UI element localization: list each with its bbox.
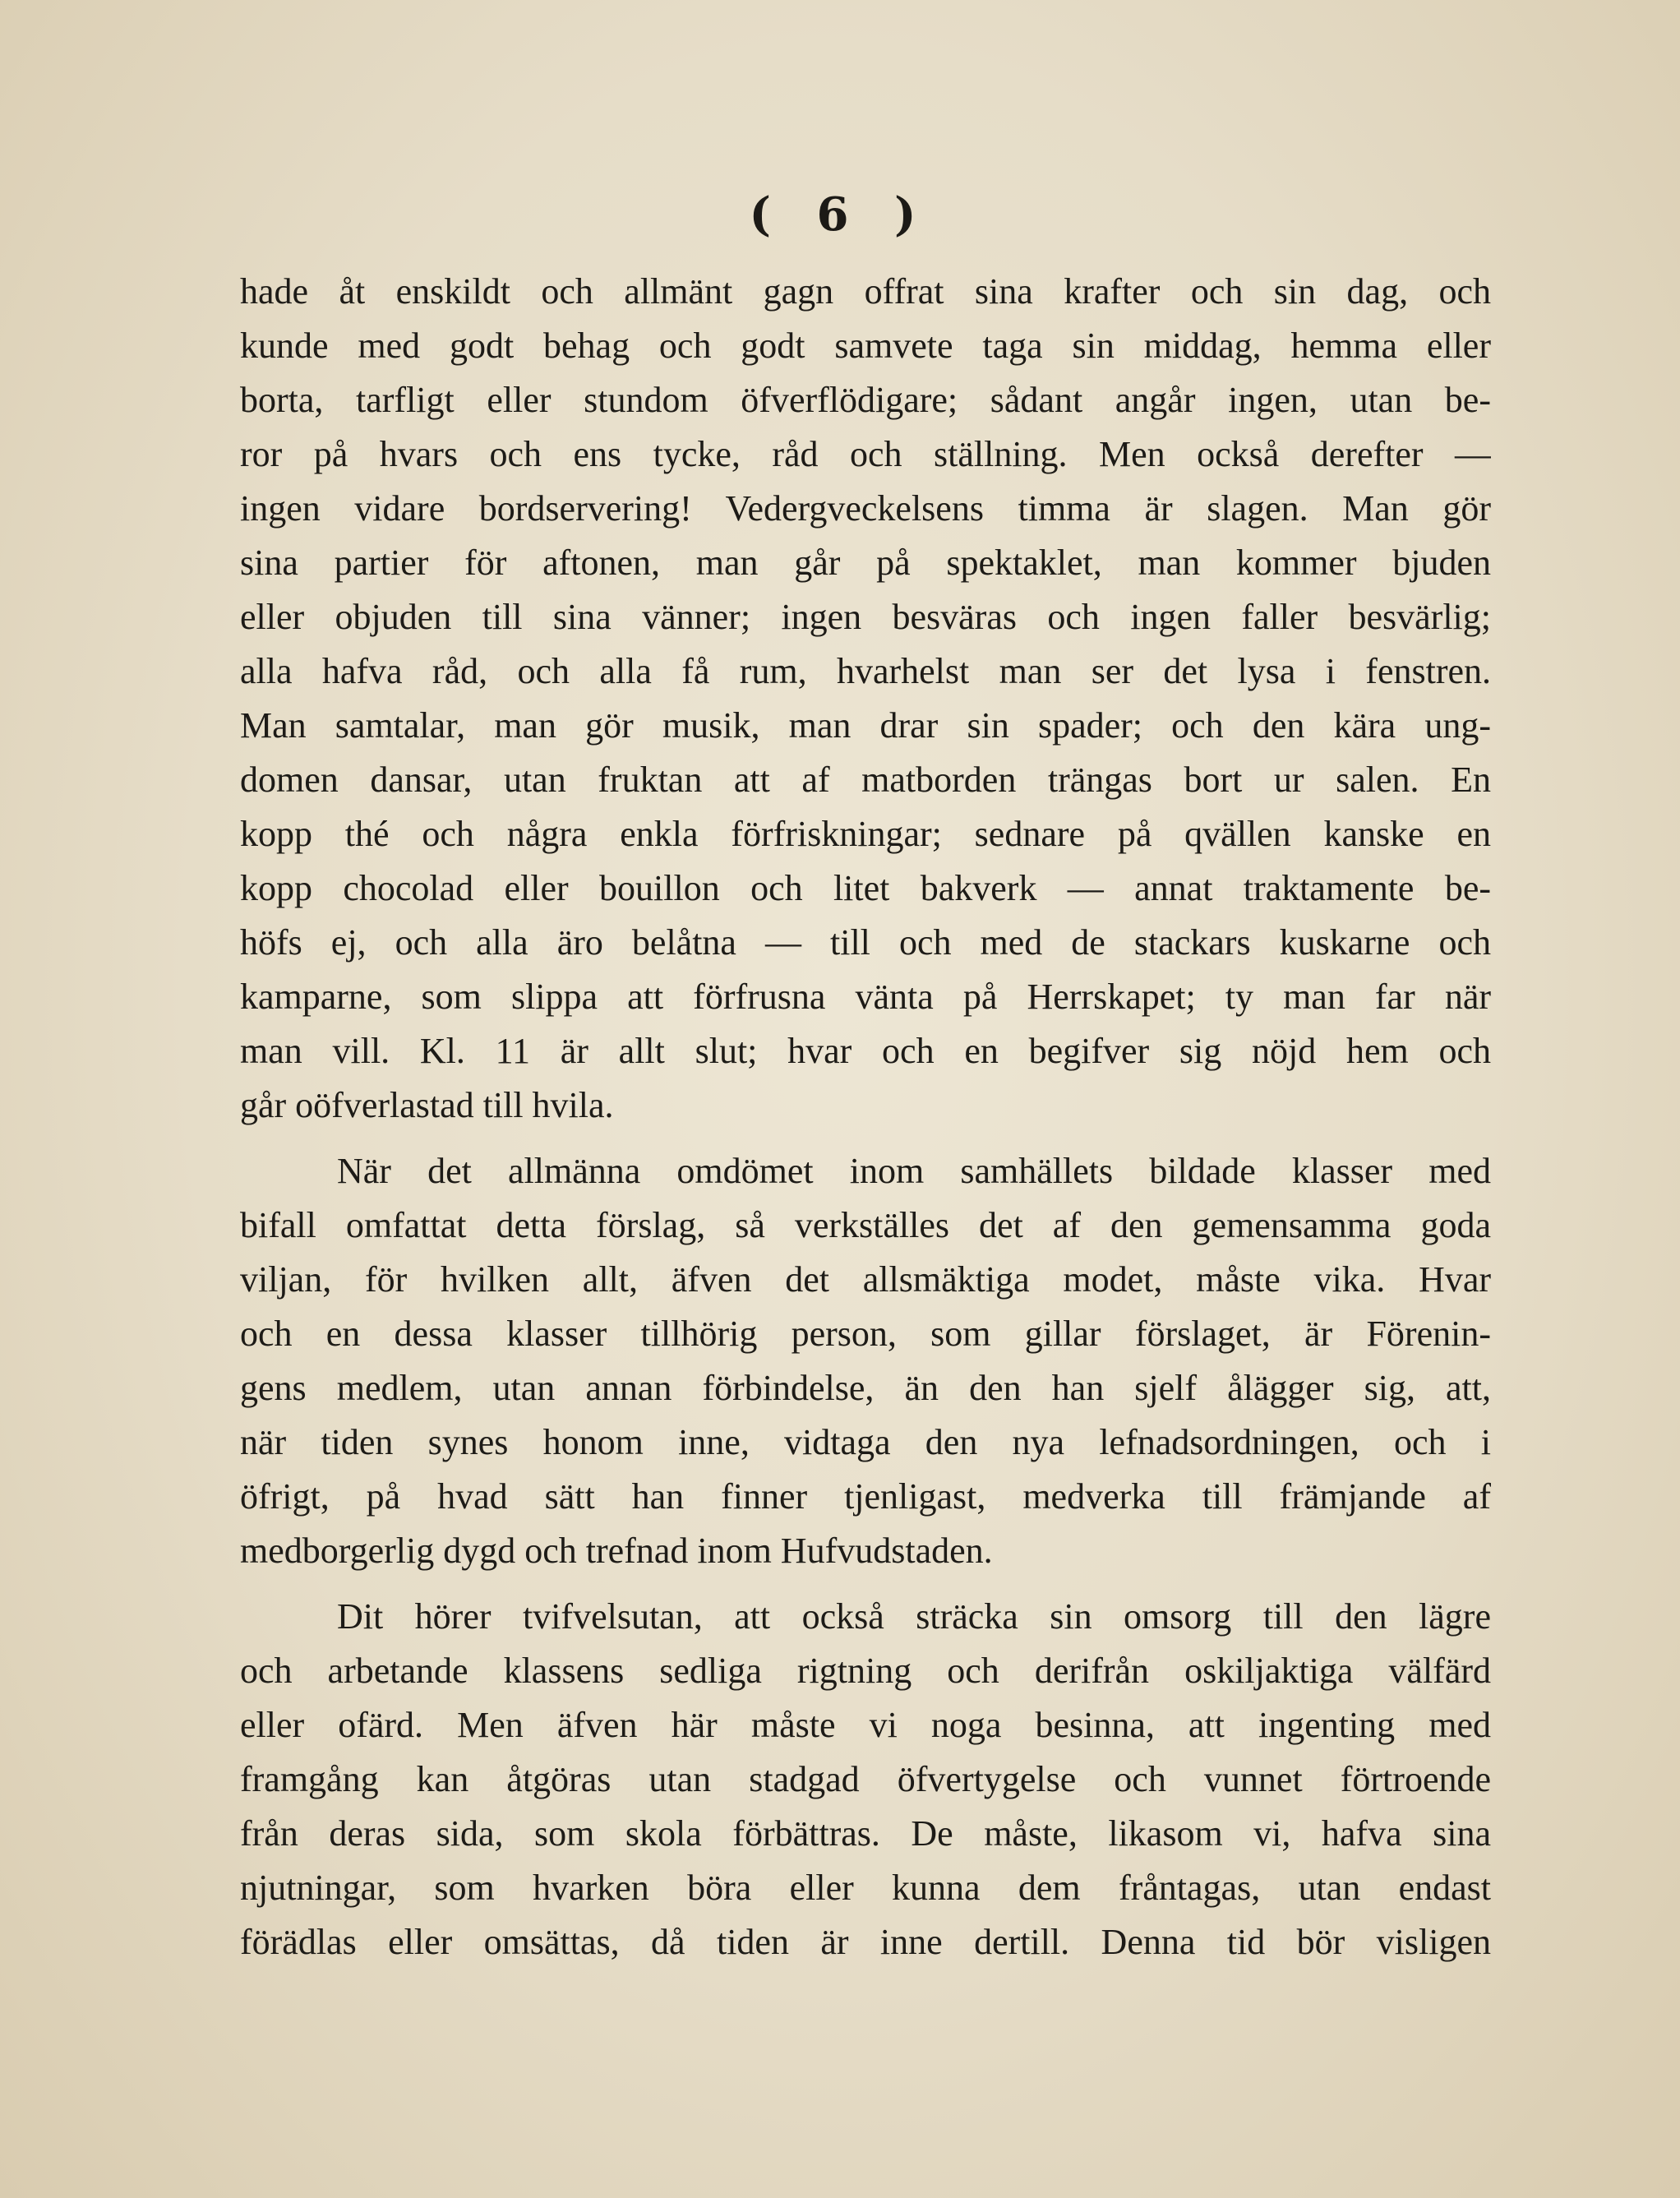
text-line: Dit hörer tvifvelsutan, att också sträcka sin omsorg till den lägre — [337, 1596, 1491, 1637]
page-number: ( 6 ) — [749, 187, 931, 242]
paragraph-2 — [240, 1144, 1491, 1578]
text-line: kamparne, som slippa att förfrusna vänta på Herrskapet; ty man far när — [240, 977, 1491, 1017]
text-line: och arbetande klassens sedliga rigtning och derifrån oskiljaktiga välfärd — [240, 1651, 1491, 1691]
text-line: går oöfverlastad till hvila. — [240, 1085, 614, 1125]
text-line: kopp thé och några enkla förfriskningar; sednare på qvällen kanske en — [240, 814, 1491, 854]
text-line: och en dessa klasser tillhörig person, som gillar förslaget, är Förenin- — [240, 1314, 1491, 1354]
text-line: man vill. Kl. 11 är allt slut; hvar och en begifver sig nöjd hem och — [240, 1031, 1491, 1071]
text-line: öfrigt, på hvad sätt han finner tjenligast, medverka till främjande af — [240, 1476, 1491, 1517]
text-line: framgång kan åtgöras utan stadgad öfvertygelse och vunnet förtroende — [240, 1759, 1491, 1799]
text-line: från deras sida, som skola förbättras. De måste, likasom vi, hafva sina — [240, 1813, 1491, 1854]
text-line: eller ofärd. Men äfven här måste vi noga besinna, att ingenting med — [240, 1705, 1491, 1745]
text-line: viljan, för hvilken allt, äfven det allsmäktiga modet, måste vika. Hvar — [240, 1259, 1491, 1300]
text-line: Man samtalar, man gör musik, man drar sin spader; och den kära ung- — [240, 705, 1491, 746]
text-line: förädlas eller omsättas, då tiden är inne dertill. Denna tid bör visligen — [240, 1922, 1491, 1962]
text-line: ingen vidare bordservering! Vedergveckelsens timma är slagen. Man gör — [240, 488, 1491, 529]
text-line: hade åt enskildt och allmänt gagn offrat sina krafter och sin dag, och — [240, 271, 1491, 312]
paragraph-1 — [240, 265, 1491, 1133]
text-line: kopp chocolad eller bouillon och litet bakverk — annat traktamente be- — [240, 868, 1491, 908]
text-line: bifall omfattat detta förslag, så verkställes det af den gemensamma goda — [240, 1205, 1491, 1245]
text-line: eller objuden till sina vänner; ingen besväras och ingen faller besvärlig; — [240, 597, 1491, 637]
text-line: När det allmänna omdömet inom samhällets bildade klasser med — [337, 1151, 1491, 1191]
text-line: medborgerlig dygd och trefnad inom Hufvudstaden. — [240, 1531, 993, 1571]
text-line: höfs ej, och alla äro belåtna — till och med de stackars kuskarne och — [240, 922, 1491, 963]
text-line: kunde med godt behag och godt samvete taga sin middag, hemma eller — [240, 326, 1491, 366]
body-text — [240, 265, 1491, 1981]
text-line: alla hafva råd, och alla få rum, hvarhelst man ser det lysa i fenstren. — [240, 651, 1491, 691]
text-line: borta, tarfligt eller stundom öfverflödigare; sådant angår ingen, utan be- — [240, 380, 1491, 420]
paragraph-3 — [240, 1590, 1491, 1969]
text-line: gens medlem, utan annan förbindelse, än den han sjelf ålägger sig, att, — [240, 1368, 1491, 1408]
text-line: njutningar, som hvarken böra eller kunna dem fråntagas, utan endast — [240, 1868, 1491, 1908]
text-line: när tiden synes honom inne, vidtaga den nya lefnadsordningen, och i — [240, 1422, 1491, 1462]
text-line: domen dansar, utan fruktan att af matborden trängas bort ur salen. En — [240, 760, 1491, 800]
text-line: ror på hvars och ens tycke, råd och ställning. Men också derefter — — [240, 434, 1491, 474]
text-line: sina partier för aftonen, man går på spektaklet, man kommer bjuden — [240, 543, 1491, 583]
